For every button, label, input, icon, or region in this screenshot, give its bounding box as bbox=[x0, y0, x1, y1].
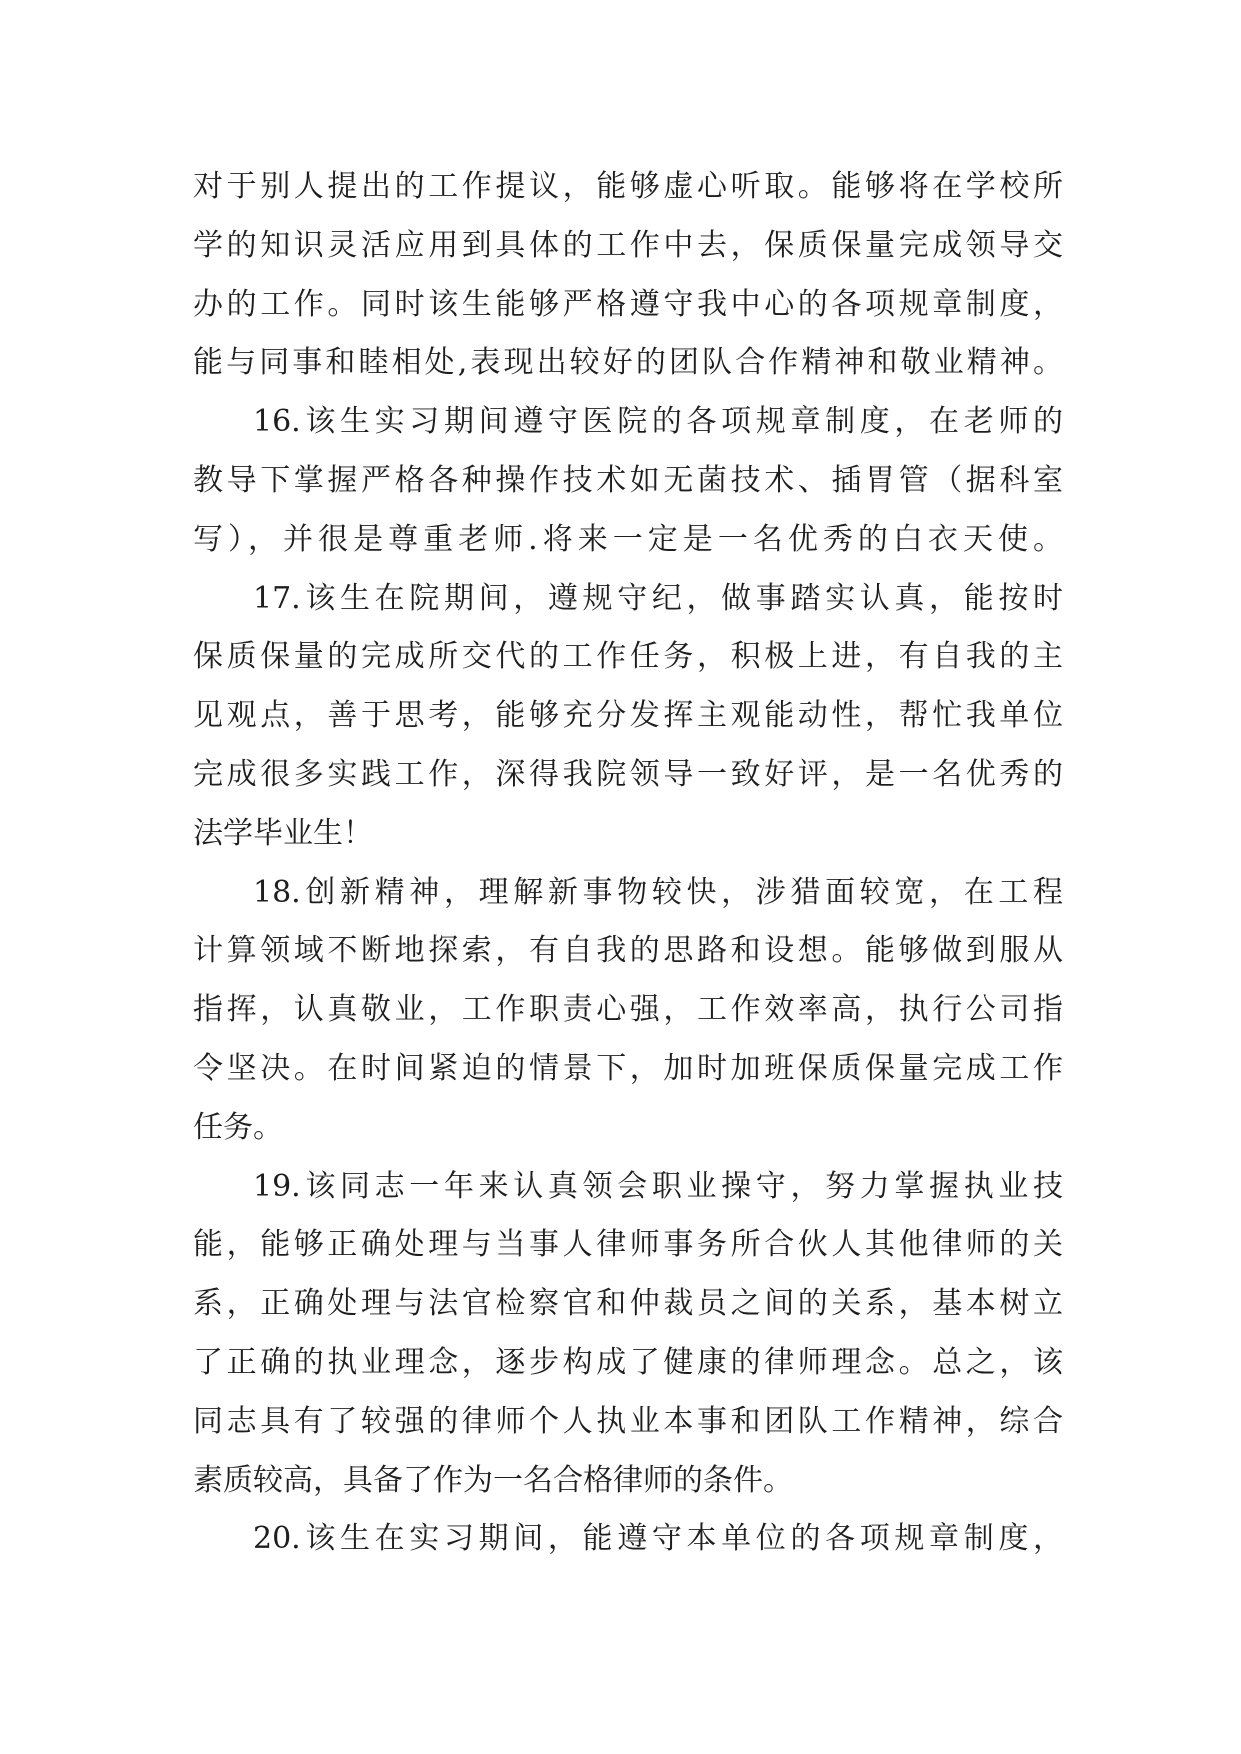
paragraph-first-line: 17.该生在院期间，遵规守纪，做事踏实认真，能按时 bbox=[253, 580, 1063, 616]
paragraph-first-line: 20.该生在实习期间，能遵守本单位的各项规章制度， bbox=[253, 1521, 1063, 1557]
text-line: 见观点，善于思考，能够充分发挥主观能动性，帮忙我单位 bbox=[193, 698, 1063, 734]
text-line: 指挥，认真敬业，工作职责心强，工作效率高，执行公司指 bbox=[193, 992, 1063, 1028]
text-line: 保质保量的完成所交代的工作任务，积极上进，有自我的主 bbox=[193, 639, 1063, 675]
text-line: 法学毕业生！ bbox=[193, 815, 373, 851]
text-line: 令坚决。在时间紧迫的情景下，加时加班保质保量完成工作 bbox=[193, 1050, 1063, 1086]
text-line: 素质较高，具备了作为一名合格律师的条件。 bbox=[193, 1462, 793, 1498]
text-line: 办的工作。同时该生能够严格遵守我中心的各项规章制度， bbox=[193, 286, 1063, 322]
text-line: 教导下掌握严格各种操作技术如无菌技术、插胃管（据科室 bbox=[193, 462, 1063, 498]
text-line: 了正确的执业理念，逐步构成了健康的律师理念。总之，该 bbox=[193, 1344, 1063, 1380]
text-line: 任务。 bbox=[193, 1109, 283, 1145]
paragraph-first-line: 16.该生实习期间遵守医院的各项规章制度，在老师的 bbox=[253, 404, 1063, 440]
text-line: 对于别人提出的工作提议，能够虚心听取。能够将在学校所 bbox=[193, 169, 1063, 204]
text-line: 能与同事和睦相处,表现出较好的团队合作精神和敬业精神。 bbox=[193, 345, 1063, 381]
text-line: 同志具有了较强的律师个人执业本事和团队工作精神，综合 bbox=[193, 1403, 1063, 1439]
text-line: 能，能够正确处理与当事人律师事务所合伙人其他律师的关 bbox=[193, 1227, 1063, 1263]
text-line: 完成很多实践工作，深得我院领导一致好评，是一名优秀的 bbox=[193, 756, 1063, 792]
text-line: 计算领域不断地探索，有自我的思路和设想。能够做到服从 bbox=[193, 933, 1063, 969]
text-line: 写），并很是尊重老师.将来一定是一名优秀的白衣天使。 bbox=[193, 521, 1063, 557]
text-line: 学的知识灵活应用到具体的工作中去，保质保量完成领导交 bbox=[193, 227, 1063, 263]
paragraph-first-line: 19.该同志一年来认真领会职业操守，努力掌握执业技 bbox=[253, 1168, 1063, 1204]
text-line: 系，正确处理与法官检察官和仲裁员之间的关系，基本树立 bbox=[193, 1286, 1063, 1322]
document-body bbox=[193, 158, 1063, 1569]
paragraph-first-line: 18.创新精神，理解新事物较快，涉猎面较宽，在工程 bbox=[253, 874, 1063, 910]
